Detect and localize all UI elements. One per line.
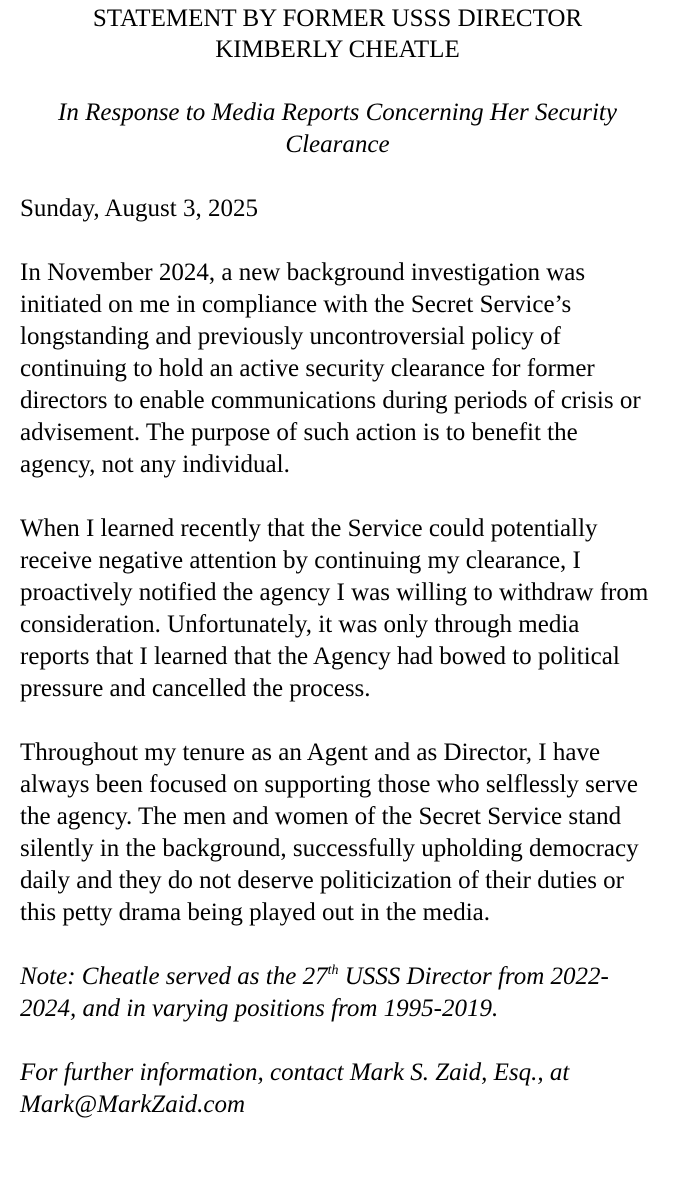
title-line-1: STATEMENT BY FORMER USSS DIRECTOR xyxy=(92,5,583,32)
statement-date: Sunday, August 3, 2025 xyxy=(20,195,258,222)
title-line-2: KIMBERLY CHEATLE xyxy=(215,36,460,63)
note-text-end: USSS Director from 2022-2024, and in varying positions from 1995-2019. xyxy=(20,963,609,1022)
paragraph-withdrawal: When I learned recently that the Service could potentially receive negative attention by continuing my clearance, I proactively notified the agency I was willing to withdraw from consideration. Unfortunately, it was only through media reports that I learned that the Agency had bowed to political pressure and cancelled the process. xyxy=(20,515,649,702)
paragraph-tenure: Throughout my tenure as an Agent and as Director, I have always been focused on supporting those who selflessly serve the agency. The men and women of the Secret Service stand silently in the background, successfully upholding democracy daily and they do not deserve politicization of their duties or this petty drama being played out in the media. xyxy=(20,739,639,926)
paragraph-background-investigation: In November 2024, a new background investigation was initiated on me in compliance with the Secret Service’s longstanding and previously uncontroversial policy of continuing to hold an active security clearance for former directors to enable communications during periods of crisis or advisement. The purpose of such action is to benefit the agency, not any individual. xyxy=(20,259,641,478)
note-ordinal-superscript: th xyxy=(327,963,339,978)
statement-title xyxy=(20,3,655,65)
service-note xyxy=(20,961,655,1025)
note-text-start: Note: Cheatle served as the 27 xyxy=(20,963,328,990)
statement-subtitle: In Response to Media Reports Concerning Her Security Clearance xyxy=(58,99,617,158)
contact-info: For further information, contact Mark S. Zaid, Esq., at Mark@MarkZaid.com xyxy=(20,1059,570,1118)
